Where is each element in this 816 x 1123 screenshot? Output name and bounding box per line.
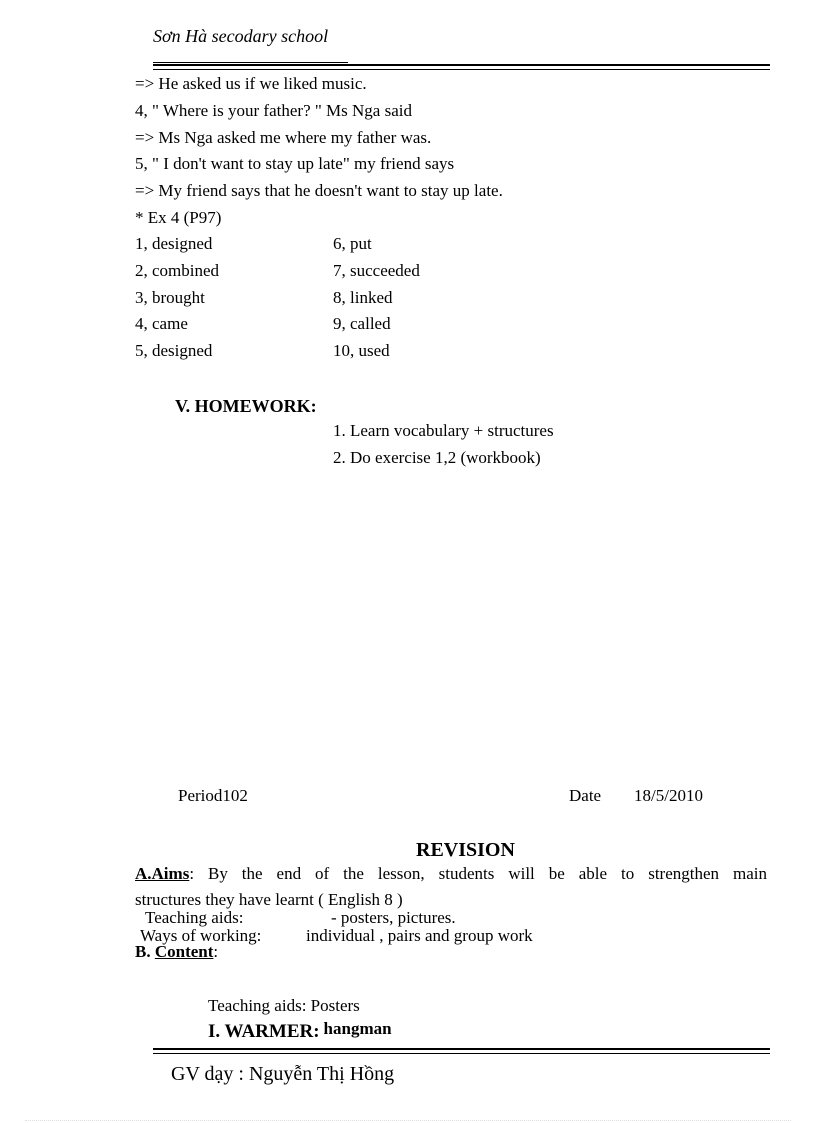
aims-label: A.Aims (135, 864, 190, 883)
teaching-aids-label: Teaching aids: (145, 908, 244, 927)
date-value: 18/5/2010 (634, 786, 703, 805)
aims-line-2: structures they have learnt ( English 8 ) (135, 890, 403, 909)
school-name: Sơn Hà secodary school (153, 26, 329, 46)
footer-rule-2 (153, 1053, 770, 1054)
content-heading (135, 942, 218, 962)
exercise-heading: * Ex 4 (P97) (135, 208, 222, 227)
date-label: Date (569, 786, 602, 805)
header-rule (153, 64, 770, 66)
aims-line-1 (135, 864, 767, 884)
header-rule-2 (153, 69, 770, 70)
warmer-line (208, 1021, 392, 1043)
homework-item-2: 2. Do exercise 1,2 (workbook) (333, 448, 541, 467)
line-5: => My friend says that he doesn't want to stay up late. (135, 181, 503, 200)
answer-left-4: 4, came (135, 314, 188, 333)
warmer-value: hangman (323, 1019, 392, 1038)
homework-item-1: 1. Learn vocabulary + structures (333, 421, 554, 440)
answer-left-5: 5, designed (135, 341, 213, 360)
line-1: => He asked us if we liked music. (135, 74, 367, 93)
answer-right-3: 8, linked (333, 288, 393, 307)
content-letter: B. (135, 942, 151, 961)
line-3: => Ms Nga asked me where my father was. (135, 128, 432, 147)
revision-title: REVISION (416, 839, 515, 861)
answer-right-1: 6, put (333, 234, 372, 253)
ways-label: Ways of working: (140, 926, 262, 945)
teacher-name: GV dạy : Nguyễn Thị Hồng (171, 1063, 395, 1085)
homework-heading: V. HOMEWORK: (175, 396, 317, 416)
answer-right-4: 9, called (333, 314, 391, 333)
line-4: 5, " I don't want to stay up late" my friend says (135, 154, 455, 173)
content-colon: : (213, 942, 219, 961)
answer-right-5: 10, used (333, 341, 390, 360)
footer-rule (153, 1048, 770, 1050)
header-rule-thin (153, 62, 348, 63)
answer-left-1: 1, designed (135, 234, 213, 253)
aims-text: : By the end of the lesson, students will be able to strengthen main (189, 864, 767, 883)
answer-right-2: 7, succeeded (333, 261, 420, 280)
ways-value: individual , pairs and group work (306, 926, 533, 945)
line-2: 4, " Where is your father? " Ms Nga said (135, 101, 412, 120)
teaching-aids-value: - posters, pictures. (331, 908, 456, 927)
page-bottom-dotted-line (25, 1120, 791, 1121)
period-label: Period102 (178, 786, 248, 805)
answer-left-2: 2, combined (135, 261, 220, 280)
warmer-label: I. WARMER: (208, 1021, 320, 1042)
answer-left-3: 3, brought (135, 288, 205, 307)
content-label: Content (154, 942, 214, 961)
teaching-aids-posters: Teaching aids: Posters (208, 996, 360, 1015)
